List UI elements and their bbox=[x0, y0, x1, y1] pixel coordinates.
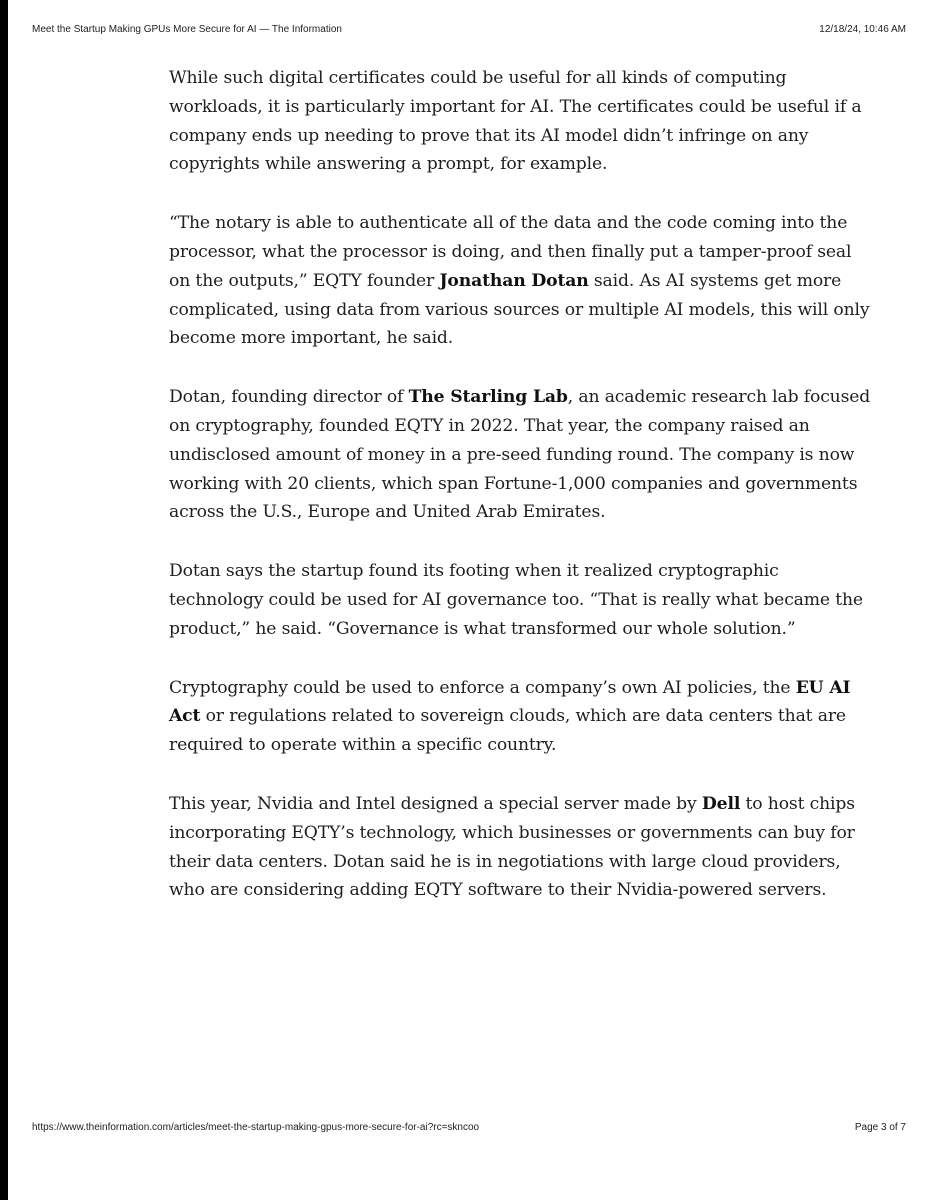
paragraph-text: said. As AI systems get more complicated, using data from various sources or multiple AI models, this will only become more important, he said. bbox=[169, 270, 870, 349]
bold-text: Jonathan Dotan bbox=[439, 270, 589, 291]
printed-page bbox=[8, 0, 939, 1200]
bold-text: EU AI Act bbox=[169, 677, 851, 727]
article-paragraph bbox=[169, 209, 871, 353]
paragraph-text: While such digital certificates could be useful for all kinds of computing workloads, it is particularly important for AI. The certificates could be useful if a company ends up needing to prove that its AI model didn’t infringe on any copyrights while answering a prompt, for example. bbox=[169, 68, 862, 175]
print-footer bbox=[8, 1122, 939, 1136]
article-body bbox=[169, 64, 871, 935]
article-paragraph bbox=[169, 383, 871, 527]
page-number: Page 3 of 7 bbox=[854, 1122, 906, 1133]
article-paragraph bbox=[169, 674, 871, 760]
paragraph-text: This year, Nvidia and Intel designed a special server made by bbox=[169, 793, 702, 814]
paragraph-text: Dotan says the startup found its footing when it realized cryptographic technology could be used for AI governance too. “That is really what became the product,” he said. “Governance is what transformed our whole solution.” bbox=[169, 561, 863, 639]
page-title: Meet the Startup Making GPUs More Secure for AI — The Information bbox=[32, 24, 342, 35]
paragraph-text: Dotan, founding director of bbox=[169, 387, 409, 408]
paragraph-text: Cryptography could be used to enforce a company’s own AI policies, the bbox=[169, 677, 796, 698]
paragraph-text: “The notary is able to authenticate all of the data and the code coming into the processor, what the processor is doing, and then finally put a tamper-proof seal on the outputs,” EQTY founder bbox=[169, 213, 852, 291]
page-url: https://www.theinformation.com/articles/meet-the-startup-making-gpus-more-secure-for-ai?rc=skncoo bbox=[32, 1122, 480, 1133]
paragraph-text: to host chips incorporating EQTY’s technology, which businesses or governments can buy for their data centers. Dotan said he is in negotiations with large cloud providers, who are considering adding EQTY software to their Nvidia-powered servers. bbox=[169, 793, 855, 901]
bold-text: Dell bbox=[701, 793, 741, 814]
article-paragraph bbox=[169, 790, 871, 905]
paragraph-text: or regulations related to sovereign clouds, which are data centers that are required to operate within a specific country. bbox=[169, 706, 846, 756]
article-paragraph bbox=[169, 557, 871, 643]
print-header bbox=[8, 24, 939, 38]
paragraph-text: , an academic research lab focused on cryptography, founded EQTY in 2022. That year, the company raised an undisclosed amount of money in a pre-seed funding round. The company is now working with 20 clients, which span Fortune-1,000 companies and governments across the U.S., Europe and United Arab Emirates. bbox=[169, 387, 871, 523]
article-paragraph bbox=[169, 64, 871, 179]
bold-text: The Starling Lab bbox=[408, 387, 568, 408]
print-datetime: 12/18/24, 10:46 AM bbox=[819, 24, 906, 35]
